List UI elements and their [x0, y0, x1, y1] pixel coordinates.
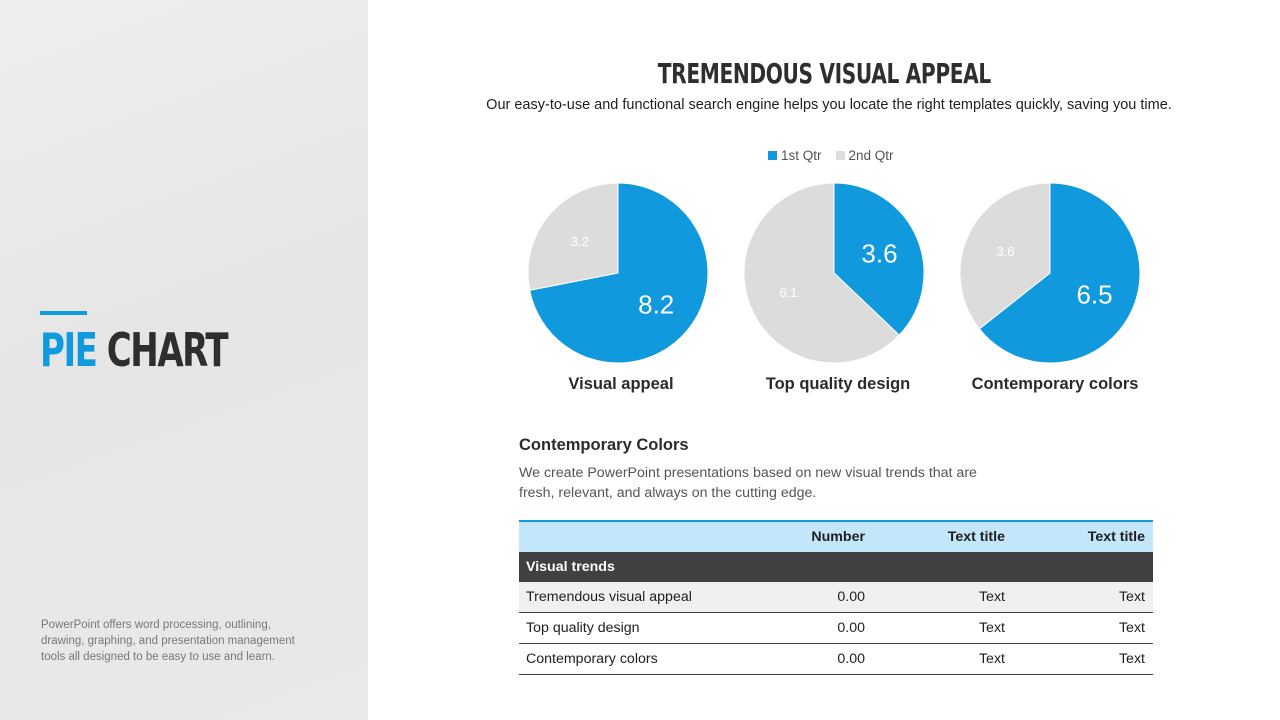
slide-title-word2: CHART	[106, 323, 228, 377]
table-group-row	[519, 552, 1153, 582]
table-group-label: Visual trends	[519, 552, 1153, 582]
pie-data-label-3-2: 3.6	[996, 243, 1015, 259]
main-title-text: TREMENDOUS VISUAL APPEAL	[657, 57, 991, 90]
table-cell: 0.00	[769, 582, 873, 613]
table-cell: Text	[1013, 613, 1153, 644]
pie-data-label-1-1: 8.2	[638, 289, 675, 320]
table-cell: 0.00	[769, 613, 873, 644]
subtitle: Our easy-to-use and functional search engine helps you locate the right templates quickly, saving you time.	[486, 97, 1172, 113]
section-heading: Contemporary Colors	[519, 436, 689, 454]
pie-data-label-1-2: 3.2	[570, 234, 589, 250]
table-cell: Contemporary colors	[519, 644, 769, 675]
section-body: We create PowerPoint presentations based on new visual trends that are fresh, relevant, and always on the cutting edge.	[519, 465, 977, 501]
table-header-cell: Number	[811, 529, 865, 545]
table-row	[519, 613, 1153, 644]
table-row	[519, 644, 1153, 675]
table-cell: Text	[873, 582, 1013, 613]
legend-label-2nd-qtr: 2nd Qtr	[848, 148, 894, 163]
pie-data-label-2-1: 3.6	[861, 238, 898, 269]
table-cell: Top quality design	[519, 613, 769, 644]
data-table	[519, 520, 1153, 675]
table-row	[519, 582, 1153, 613]
pie-label-contemporary-colors: Contemporary colors	[971, 375, 1139, 393]
slide-title-word1: PIE	[40, 323, 97, 377]
pie-data-label-3-1: 6.5	[1076, 279, 1113, 310]
table-header-cell: Text title	[1087, 529, 1145, 545]
table-cell: Text	[873, 644, 1013, 675]
table-cell: 0.00	[769, 644, 873, 675]
table-header-cell: Text title	[947, 529, 1005, 545]
table-header-cell	[519, 521, 769, 552]
sidebar-note: PowerPoint offers word processing, outlining, drawing, graphing, and presentation management tools all designed to be easy to use and learn.	[41, 619, 295, 663]
legend-label-1st-qtr: 1st Qtr	[781, 148, 822, 163]
table-cell: Tremendous visual appeal	[519, 582, 769, 613]
table-header-row	[519, 521, 1153, 552]
pie-label-top-quality-design: Top quality design	[765, 375, 911, 393]
table-cell: Text	[873, 613, 1013, 644]
table-cell: Text	[1013, 582, 1153, 613]
pie-data-label-2-2: 6.1	[779, 284, 798, 300]
table-cell: Text	[1013, 644, 1153, 675]
pie-label-visual-appeal: Visual appeal	[568, 375, 674, 393]
